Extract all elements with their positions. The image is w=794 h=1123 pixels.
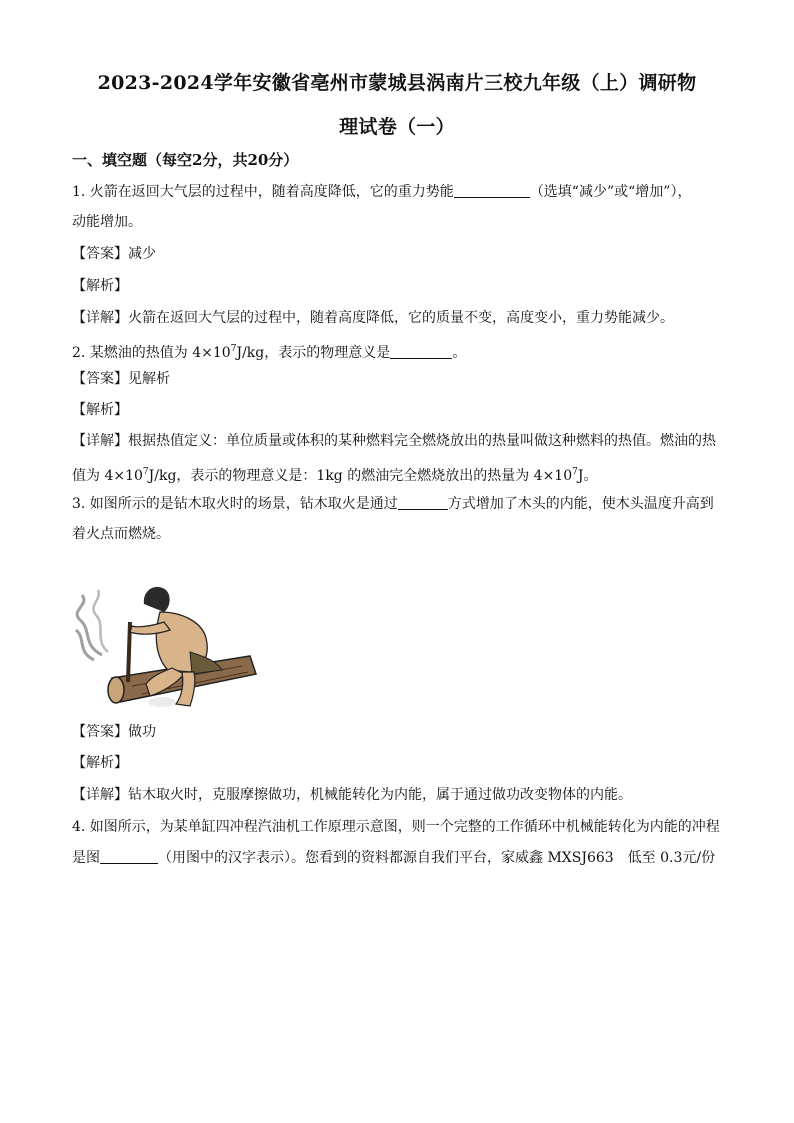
- answer-blank: [398, 495, 448, 510]
- question-3: [72, 494, 732, 514]
- fire-drilling-illustration: [72, 560, 258, 716]
- question-text: J/kg，表示的物理意义是: [236, 345, 391, 361]
- detail-3: 【详解】钻木取火时，克服摩擦做功，机械能转化为内能，属于通过做功改变物体的内能。: [72, 787, 632, 803]
- answer-2: 【答案】见解析: [72, 371, 170, 387]
- detail-text: J/kg，表示的物理意义是：1kg 的燃油完全燃烧放出的热量为 4×10: [148, 468, 573, 484]
- question-text: （选填“减少”或“增加”），: [529, 184, 692, 200]
- analysis-3: 【解析】: [72, 755, 128, 771]
- detail-1: 【详解】火箭在返回大气层的过程中，随着高度降低，它的质量不变，高度变小，重力势能减少。: [72, 310, 674, 326]
- question-text: （用图中的汉字表示）。您看到的资料都源自我们平台，家威鑫 MXSJ663 低至 0.3元/份: [158, 850, 716, 866]
- detail-2-cont: [72, 462, 732, 486]
- question-text: 方式增加了木头的内能，使木头温度升高到: [447, 496, 714, 512]
- detail-text: 值为 4×10: [72, 468, 143, 484]
- answer-3: 【答案】做功: [72, 724, 156, 740]
- analysis-2: 【解析】: [72, 402, 128, 418]
- exponent: 7: [142, 467, 149, 477]
- question-text: 是图: [72, 850, 100, 866]
- detail-2: 【详解】根据热值定义：单位质量或体积的某种燃料完全燃烧放出的热量叫做这种燃料的热值。燃油的热: [72, 433, 716, 449]
- question-3-cont: 着火点而燃烧。: [72, 526, 170, 542]
- detail-text: J。: [577, 468, 598, 484]
- question-1-cont: 动能增加。: [72, 214, 142, 230]
- question-2: [72, 339, 732, 363]
- question-4: 4. 如图所示，为某单缸四冲程汽油机工作原理示意图，则一个完整的工作循环中机械能转化为内能的冲程: [72, 819, 720, 835]
- question-text: 3. 如图所示的是钻木取火时的场景，钻木取火是通过: [72, 496, 398, 512]
- answer-blank: [100, 849, 158, 864]
- question-text: 。: [452, 345, 467, 361]
- page-title-line2: 理试卷（一）: [339, 116, 455, 138]
- answer-blank: [454, 183, 530, 198]
- exponent: 7: [572, 467, 578, 477]
- question-1: [72, 182, 732, 202]
- question-4-cont: [72, 848, 732, 868]
- section-heading: 一、填空题（每空2分，共20分）: [72, 151, 299, 169]
- answer-1: 【答案】减少: [72, 246, 156, 262]
- exponent: 7: [230, 344, 237, 354]
- question-text: 2. 某燃油的热值为 4×10: [72, 345, 231, 361]
- question-text: 1. 火箭在返回大气层的过程中，随着高度降低，它的重力势能: [72, 184, 454, 200]
- answer-blank: [390, 344, 452, 359]
- analysis-1: 【解析】: [72, 278, 128, 294]
- page-title: 2023-2024学年安徽省亳州市蒙城县涡南片三校九年级（上）调研物: [97, 72, 697, 94]
